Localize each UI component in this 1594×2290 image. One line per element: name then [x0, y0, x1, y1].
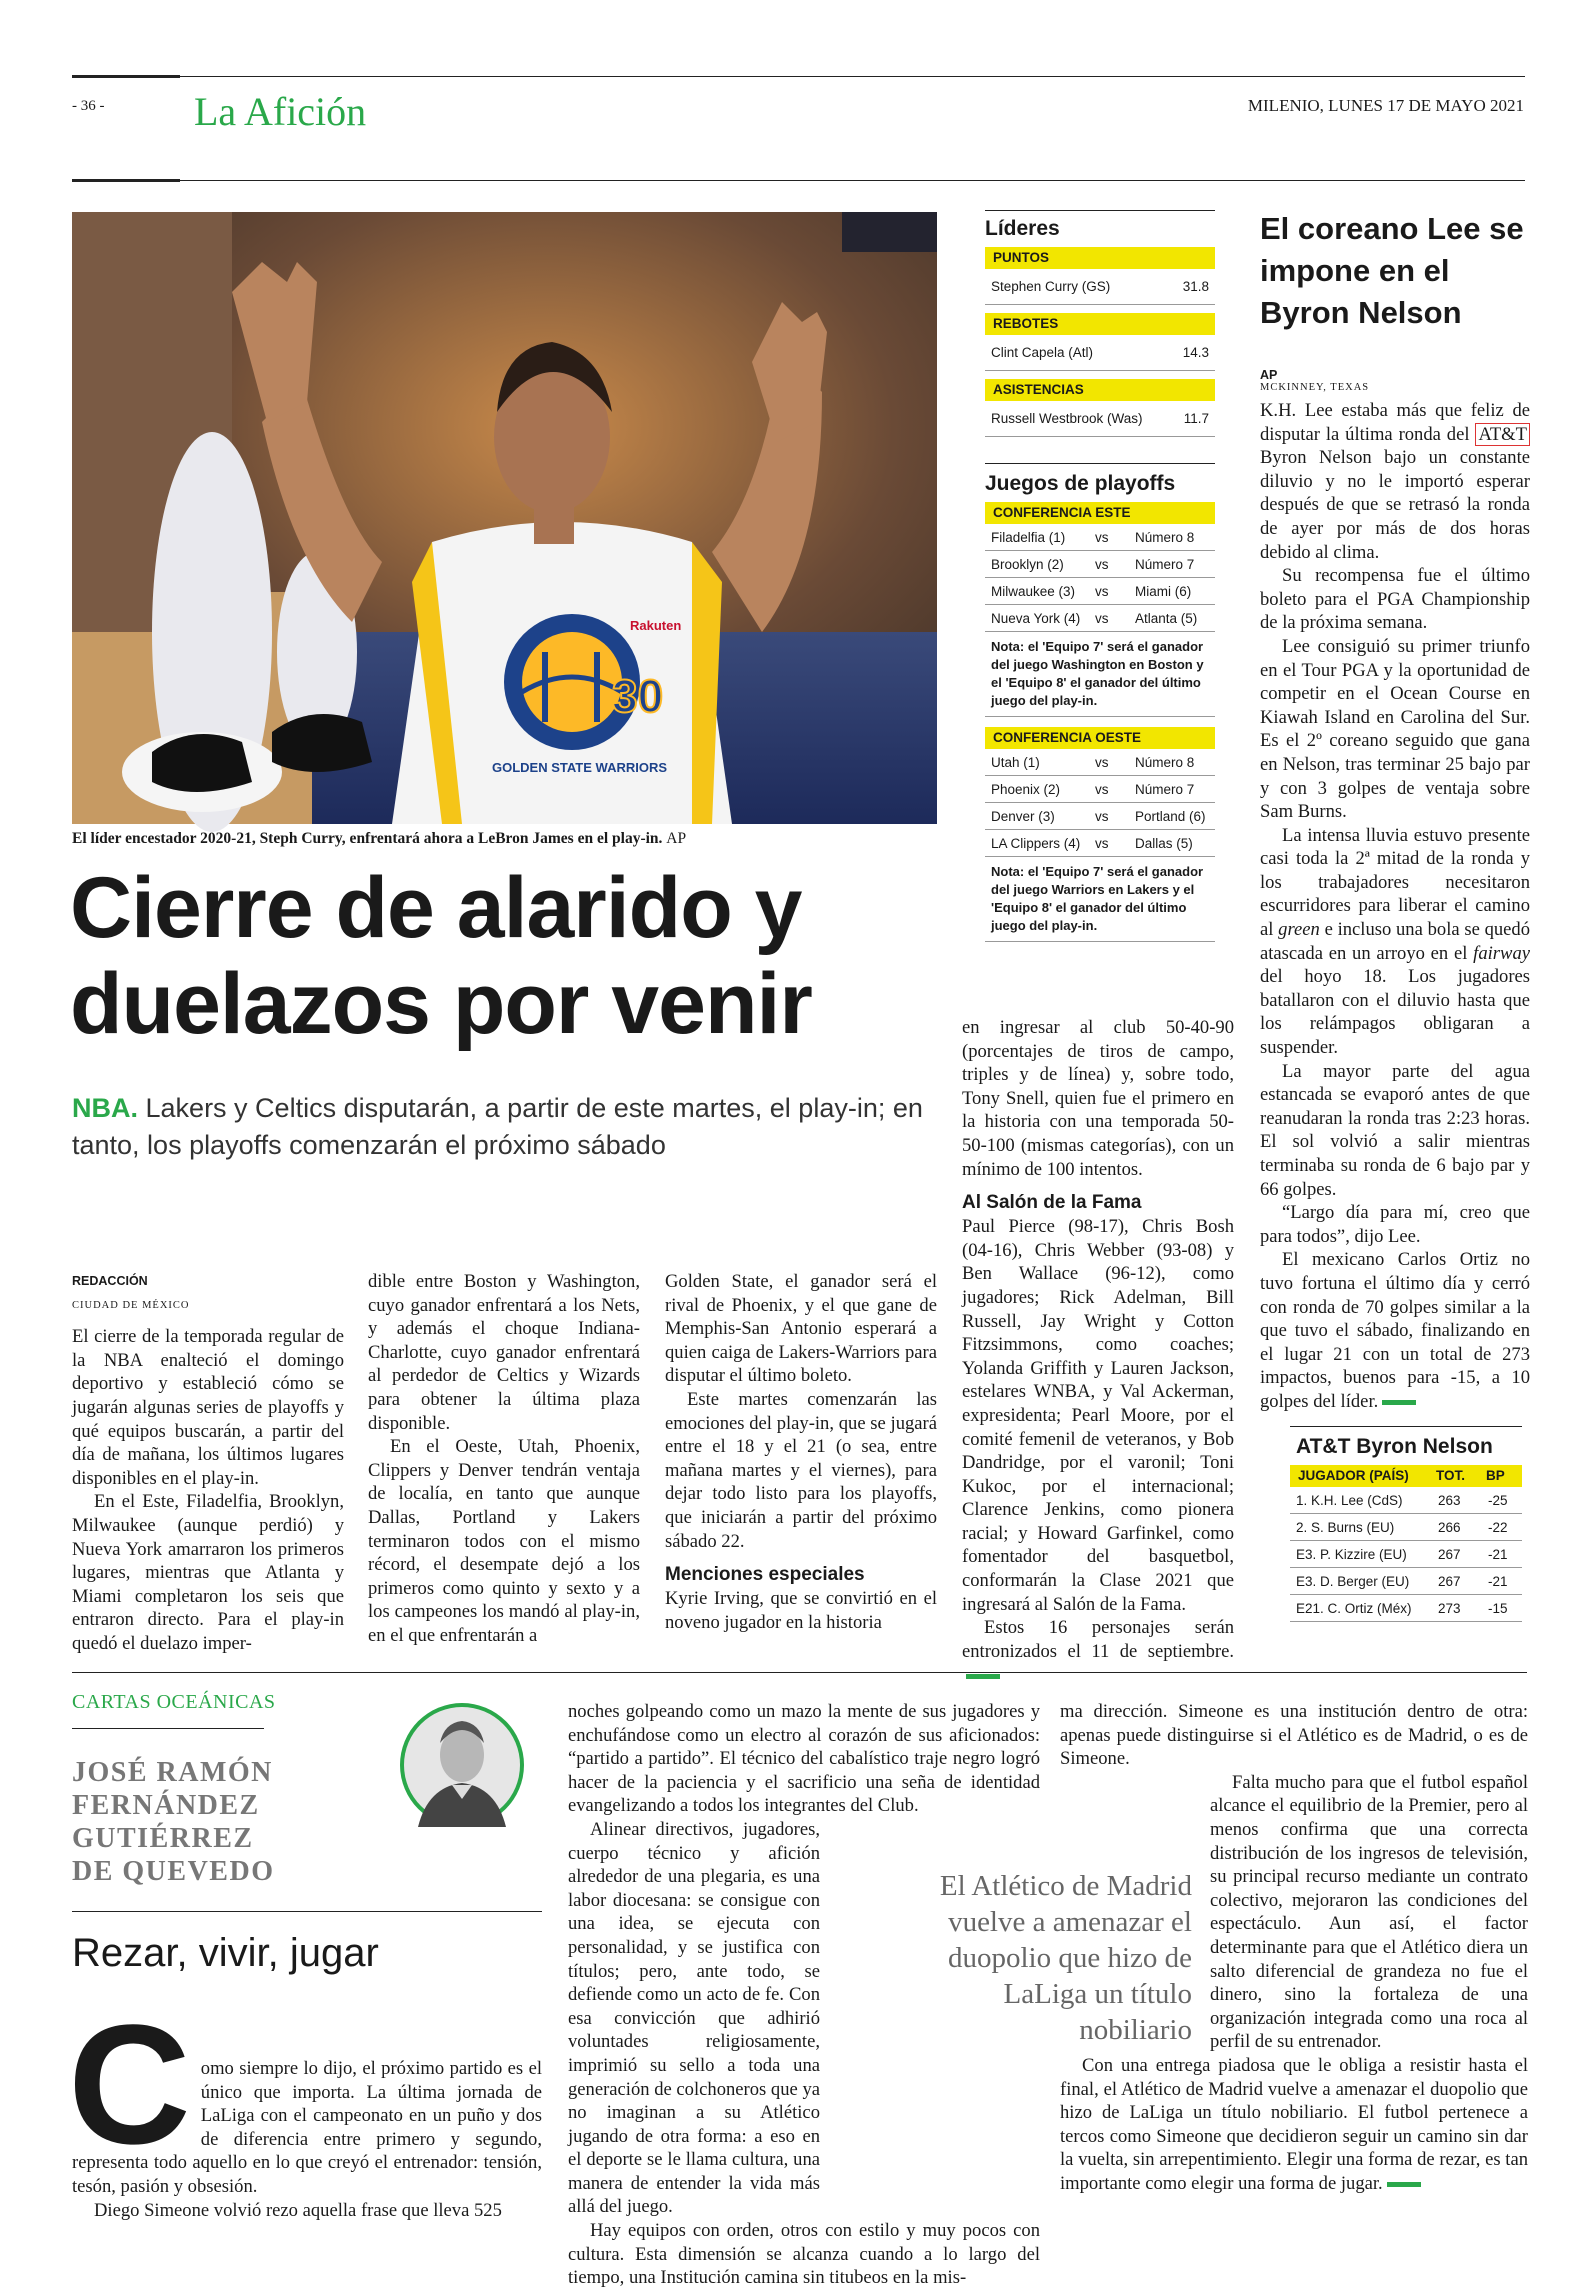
golf-p1-pre: K.H. Lee estaba más que feliz de disputar la última ronda del	[1260, 400, 1530, 445]
opponent: Dallas (5)	[1135, 835, 1193, 851]
main-p8: en ingresar al club 50-40-90 (porcentajes de tiros de campo, triples y de línea) y, sobre todo, Tony Snell, quien fue el primero en la historia con una temporada 50-50-100 (mismas categorías), con un mínimo de 100 intentos.	[962, 1017, 1234, 1180]
total: 267	[1438, 1573, 1461, 1589]
subhead-salon: Al Salón de la Fama	[962, 1192, 1142, 1214]
column-p1: omo siempre lo dijo, el próximo partido es el único que importa. La última jornada de LaLiga con el campeonato en un puño y dos de diferencia entre primero y segundo, representa todo aquello en lo que creyó el entrenador: tensión, tesón, pasión y obsesión.	[72, 2058, 542, 2197]
leader-value: 31.8	[1182, 279, 1209, 294]
main-place: CIUDAD DE MÉXICO	[72, 1299, 190, 1311]
vs: vs	[1095, 583, 1109, 599]
page-number: - 36 -	[72, 98, 105, 114]
pull-quote: El Atlético de Madrid vuelve a amenazar el duopolio que hizo de LaLiga un título nobiliario	[890, 1868, 1192, 2048]
column-c2p3: Hay equipos con orden, otros con estilo y muy pocos con cultura. Esta dimensión se alcanza cuando a lo largo del tiempo, una Institución camina sin titubeos en la mis-	[568, 2220, 1040, 2289]
golf-p1-post: Byron Nelson bajo un constante diluvio y no le importó esperar después de que se retrasó la ronda de ayer por más de dos horas debido al clima.	[1260, 447, 1530, 563]
subhead-menciones: Menciones especiales	[665, 1564, 865, 1586]
header-accent-rule	[72, 75, 180, 78]
total: 267	[1438, 1546, 1461, 1562]
column-p2: Diego Simeone volvió rezo aquella frase que lleva 525	[94, 2199, 502, 2221]
photo-caption	[72, 830, 937, 848]
main-deck	[72, 1090, 952, 1164]
golfer: E21. C. Ortiz (Méx)	[1296, 1600, 1412, 1616]
golf-table-title: AT&T Byron Nelson	[1290, 1426, 1522, 1465]
leaders-rebounds-row	[985, 335, 1215, 371]
golf-row	[1290, 1514, 1522, 1541]
golf-p1	[1260, 399, 1530, 564]
main-p1: El cierre de la temporada regular de la NBA enalteció el domingo deportivo y estableció cómo se jugarán algunas series de playoffs y qué equipos buscarán, a partir del día de mañana, los últimos lugares disponibles en el play-in.	[72, 1326, 344, 1489]
east-row	[985, 551, 1215, 578]
col-header: BP	[1486, 1468, 1505, 1483]
golfer: 1. K.H. Lee (CdS)	[1296, 1492, 1403, 1508]
photo-credit: AP	[666, 830, 687, 847]
east-label: CONFERENCIA ESTE	[985, 502, 1215, 524]
leaders-points-row	[985, 269, 1215, 305]
team: Nueva York (4)	[991, 610, 1081, 626]
opponent: Portland (6)	[1135, 808, 1206, 824]
opponent: Número 7	[1135, 781, 1195, 797]
golf-p7	[1260, 1248, 1530, 1413]
header-accent-rule-bottom	[72, 179, 180, 182]
column-c2p2: Alinear directivos, jugadores, cuerpo técnico y afición alrededor de una plegaria, es una labor diocesana: se consigue con una idea, se ejecuta con personalidad, y se justifica con títulos; pero, ante todo, se defiende como un acto de fe. Con esa convicción que adhirió voluntades religiosamente, imprimió su sello a toda una generación de colchoneros que ya no imaginan a su Atlético jugando de otra forma: a eso en el deporte se le llama cultura, una manera de entender la vida más allá del juego.	[568, 1818, 820, 2218]
main-p4: En el Oeste, Utah, Phoenix, Clippers y Denver tendrán ventaja de localía, en tanto que aunque Dallas, Portland y Lakers terminaron todos con el mismo récord, el desempate dejó a los primeros como quinto y sexto y a los campeones los mandó al play-in, en el que enfrentarán a	[368, 1436, 640, 1646]
deck-text: Lakers y Celtics disputarán, a partir de este martes, el play-in; en tanto, los playoffs comenzarán el próximo sábado	[72, 1093, 923, 1160]
golfer: 2. S. Burns (EU)	[1296, 1519, 1395, 1535]
west-row	[985, 830, 1215, 857]
opponent: Número 8	[1135, 754, 1195, 770]
golf-row	[1290, 1595, 1522, 1622]
golf-p2: Su recompensa fue el último boleto para el PGA Championship de la próxima semana.	[1260, 565, 1530, 634]
team: Utah (1)	[991, 754, 1040, 770]
golfer: E3. D. Berger (EU)	[1296, 1573, 1410, 1589]
vs: vs	[1095, 610, 1109, 626]
sponsor-text: Rakuten	[630, 618, 682, 633]
att-highlight: AT&T	[1475, 423, 1530, 446]
leaders-points	[985, 247, 1215, 305]
column-c3p3	[1060, 2054, 1528, 2196]
leaders-rebounds	[985, 313, 1215, 371]
golf-table-header	[1290, 1465, 1522, 1487]
main-p5: Golden State, el ganador será el rival de Phoenix, y el que gane de Memphis-San Antonio esperará a quien caiga de Lakers-Warriors para disputar el último boleto.	[665, 1271, 937, 1387]
col-header: JUGADOR (PAÍS)	[1298, 1468, 1409, 1483]
team: Brooklyn (2)	[991, 556, 1064, 572]
main-column-3	[665, 1270, 937, 1634]
main-column-1	[72, 1270, 344, 1656]
leader-player: Clint Capela (Atl)	[991, 345, 1094, 360]
author-portrait	[400, 1703, 524, 1827]
leaders-box	[985, 210, 1215, 437]
curry-photo	[72, 212, 937, 824]
author-line: FERNÁNDEZ	[72, 1790, 260, 1821]
leader-value: 14.3	[1182, 345, 1209, 360]
golf-byline: AP	[1260, 368, 1278, 382]
jersey-number: 30	[612, 670, 664, 722]
leaders-assists-row	[985, 401, 1215, 437]
opponent: Miami (6)	[1135, 583, 1192, 599]
leaders-assists	[985, 379, 1215, 437]
vs: vs	[1095, 556, 1109, 572]
east-row	[985, 578, 1215, 605]
total: 263	[1438, 1492, 1461, 1508]
west-row	[985, 749, 1215, 776]
golf-fairway-word: fairway	[1473, 942, 1530, 964]
kicker-rule	[72, 1728, 264, 1729]
main-p10	[962, 1616, 1234, 1687]
golf-row	[1290, 1541, 1522, 1568]
opponent: Atlanta (5)	[1135, 610, 1198, 626]
golf-p5: La mayor parte del agua estancada se evaporó antes de que reanudaran la ronda tras 2:23 horas. El sol volvió a salir mientras terminaba su ronda de 6 bajo par y 66 golpes.	[1260, 1060, 1530, 1200]
column-kicker: CARTAS OCEÁNICAS	[72, 1691, 276, 1713]
golf-p3: Lee consiguió su primer triunfo en el Tour PGA y la oportunidad de competir en el Ocean Course en Kiawah Island en Carolina del Sur. Es el 2º coreano seguido que gana en Nelson, tras terminar 25 bajo par y con 3 golpes de ventaja sobre Sam Burns.	[1260, 635, 1530, 823]
main-p9: Paul Pierce (98-17), Chris Bosh (04-16), Chris Webber (93-08) y Ben Wallace (96-12), como jugadores; Rick Adelman, Bill Russell, Jay Wright y Cotton Fitzsimmons, como coaches; Yolanda Griffith y Lauren Jackson, estelares WNBA, y Val Ackerman, expresidenta; Pearl Moore, por el comité femenil de veteranos, y Bob Dandridge, por el varonil; Toni Kukoc, por el internacional; Clarence Jenkins, como pionera racial; y Howard Garfinkel, como fomentador del basquetbol, conformarán la Clase 2021 que ingresará al Salón de la Fama.	[962, 1216, 1234, 1615]
team: Milwaukee (3)	[991, 583, 1076, 599]
leaders-title: Líderes	[985, 210, 1215, 241]
headline-line-2: duelazos por venir	[70, 956, 812, 1052]
total: 273	[1438, 1600, 1461, 1616]
column-c3p3-text: Con una entrega piadosa que le obliga a resistir hasta el final, el Atlético de Madrid vuelve a amenazar el duopolio que hizo de LaLiga un título nobiliario. El futbol pertenece a tercos como Simeone que decidieron seguir un camino sin dar la vuelta, sin arrepentimiento. Elegir una forma de rezar, es tan importante como elegir una forma de jugar.	[1060, 2054, 1528, 2194]
main-p3: dible entre Boston y Washington, cuyo ganador enfrentará a los Nets, y además el choque Indiana-Charlotte, cuyo ganador enfrentará al perdedor de Celtics y Wizards para obtener la última plaza disponible.	[368, 1271, 640, 1434]
column-c2p1: noches golpeando como un mazo la mente de sus jugadores y enchufándose como un electro al corazón de sus aficionados: “partido a partido”. El técnico del cabalístico traje negro logró hacer de la paciencia y el sacrificio una seña de identidad evangelizando a todos los integrantes del Club.	[568, 1701, 1040, 1817]
total: 266	[1438, 1519, 1461, 1535]
column-c3p1: ma dirección. Simeone es una institución dentro de otra: apenas puede distinguirse si el Atlético es de Madrid, o es de Simeone.	[1060, 1701, 1528, 1770]
under-par: -15	[1488, 1600, 1508, 1616]
under-par: -21	[1488, 1573, 1508, 1589]
golf-p4a: La intensa lluvia estuvo presente casi toda la 2ª mitad de la ronda y los trabajadores necesitaron escurridores para liberar el camino al	[1260, 824, 1530, 941]
team: LA Clippers (4)	[991, 835, 1081, 851]
caption-text: El líder encestador 2020-21, Steph Curry, enfrentará ahora a LeBron James en el play-in.	[72, 830, 663, 847]
golf-row	[1290, 1568, 1522, 1595]
author-line: DE QUEVEDO	[72, 1856, 275, 1887]
vs: vs	[1095, 808, 1109, 824]
under-par: -22	[1488, 1519, 1508, 1535]
golf-p4b: e incluso una bola se quedó atascada en un arroyo en el	[1260, 919, 1531, 964]
column-title-rule	[72, 1911, 542, 1912]
golf-green-word: green	[1278, 919, 1320, 941]
vs: vs	[1095, 529, 1109, 545]
east-row	[985, 524, 1215, 551]
golf-p6: “Largo día para mí, creo que para todos”, dijo Lee.	[1260, 1202, 1530, 1247]
golf-headline: El coreano Lee se impone en el Byron Nelson	[1260, 211, 1524, 330]
column-col-1	[68, 1990, 542, 2222]
column-col-3	[1060, 1700, 1528, 2195]
main-column-4	[962, 1016, 1234, 1687]
photo-illustration	[72, 212, 937, 824]
leader-player: Russell Westbrook (Was)	[991, 411, 1143, 426]
header-top-rule	[180, 76, 1525, 77]
main-headline	[70, 860, 950, 1052]
end-mark	[1382, 1400, 1416, 1405]
under-par: -25	[1488, 1492, 1508, 1508]
golf-row	[1290, 1487, 1522, 1514]
leaders-points-label: PUNTOS	[985, 247, 1215, 269]
leader-value: 11.7	[1183, 411, 1209, 426]
west-row	[985, 776, 1215, 803]
column-divider	[72, 1672, 1527, 1673]
east-row	[985, 605, 1215, 632]
golf-table	[1290, 1426, 1522, 1622]
leaders-rebounds-label: REBOTES	[985, 313, 1215, 335]
opponent: Número 8	[1135, 529, 1195, 545]
under-par: -21	[1488, 1546, 1508, 1562]
golf-article	[1260, 208, 1530, 1414]
leader-player: Stephen Curry (GS)	[991, 279, 1111, 294]
main-p10-text: Estos 16 personajes serán entronizados el 11 de septiembre.	[962, 1617, 1234, 1662]
main-byline: REDACCIÓN	[72, 1274, 148, 1288]
west-row	[985, 803, 1215, 830]
playoffs-title: Juegos de playoffs	[985, 463, 1215, 496]
vs: vs	[1095, 781, 1109, 797]
team: Filadelfia (1)	[991, 529, 1066, 545]
west-label: CONFERENCIA OESTE	[985, 727, 1215, 749]
main-p2: En el Este, Filadelfia, Brooklyn, Milwaukee (aunque perdió) y Nueva York amarraron los primeros lugares, mientras que Atlanta y Miami completaron los seis que entraron directo. Para el play-in quedó el duelazo imper-	[72, 1491, 344, 1654]
golf-body	[1260, 399, 1530, 1414]
golf-p4	[1260, 824, 1530, 1060]
team: Phoenix (2)	[991, 781, 1061, 797]
playoffs-box	[985, 463, 1215, 942]
east-note: Nota: el 'Equipo 7' será el ganador del juego Washington en Boston y el 'Equipo 8' el ganador del último juego del play-in.	[985, 632, 1215, 717]
golf-place: MCKINNEY, TEXAS	[1260, 382, 1370, 393]
jersey-text: GOLDEN STATE WARRIORS	[492, 760, 668, 775]
author-avatar	[400, 1703, 524, 1827]
deck-tag: NBA.	[72, 1093, 138, 1123]
opponent: Número 7	[1135, 556, 1195, 572]
west-note: Nota: el 'Equipo 7' será el ganador del juego Warriors en Lakers y el 'Equipo 8' el ganador del último juego del play-in.	[985, 857, 1215, 942]
leaders-assists-label: ASISTENCIAS	[985, 379, 1215, 401]
end-mark	[966, 1674, 1000, 1679]
col-header: TOT.	[1436, 1468, 1466, 1483]
column-c3p2: Falta mucho para que el futbol español alcance el equilibrio de la Premier, pero al menos confirma que una correcta distribución de los ingresos de televisión, su principal recurso mediante un contrato colectivo, mejoraron las condiciones del espectáculo. Aun así, el factor determinante para que el Atlético diera un salto diferencial de grandeza no fue el dinero, sino la fortaleza de una organización integrada como una roca al perfil de su entrenador.	[1210, 1771, 1528, 2053]
header-bottom-rule	[180, 180, 1525, 181]
main-p6: Este martes comenzarán las emociones del play-in, que se jugará entre el 18 y el 21 (o sea, entre mañana martes y el viernes), para dejar todo listo para los playoffs, que iniciarán a partir del próximo sábado 22.	[665, 1388, 937, 1552]
vs: vs	[1095, 754, 1109, 770]
golf-p4c: del hoyo 18. Los jugadores batallaron con el diluvio hasta que los relámpagos obligaran a suspender.	[1260, 966, 1530, 1059]
team: Denver (3)	[991, 808, 1055, 824]
main-p7: Kyrie Irving, que se convirtió en el noveno jugador en la historia	[665, 1588, 937, 1633]
column-author	[72, 1756, 274, 1888]
author-line: JOSÉ RAMÓN	[72, 1757, 273, 1788]
drop-cap: C	[68, 1990, 191, 2180]
main-column-2	[368, 1270, 640, 1648]
section-title: La Afición	[194, 89, 367, 134]
end-mark	[1387, 2182, 1421, 2187]
golf-p7-text: El mexicano Carlos Ortiz no tuvo fortuna el último día y cerró con ronda de 70 golpes similar a la que tuvo el sábado, finalizando en el lugar 21 con un total de 273 impactos, buenos para -15, a 10 golpes del líder.	[1260, 1249, 1530, 1412]
vs: vs	[1095, 835, 1109, 851]
headline-line-1: Cierre de alarido y	[70, 860, 802, 956]
dateline: MILENIO, LUNES 17 DE MAYO 2021	[1247, 96, 1524, 115]
golfer: E3. P. Kizzire (EU)	[1296, 1546, 1407, 1562]
author-line: GUTIÉRREZ	[72, 1823, 254, 1854]
column-title: Rezar, vivir, jugar	[72, 1931, 379, 1975]
